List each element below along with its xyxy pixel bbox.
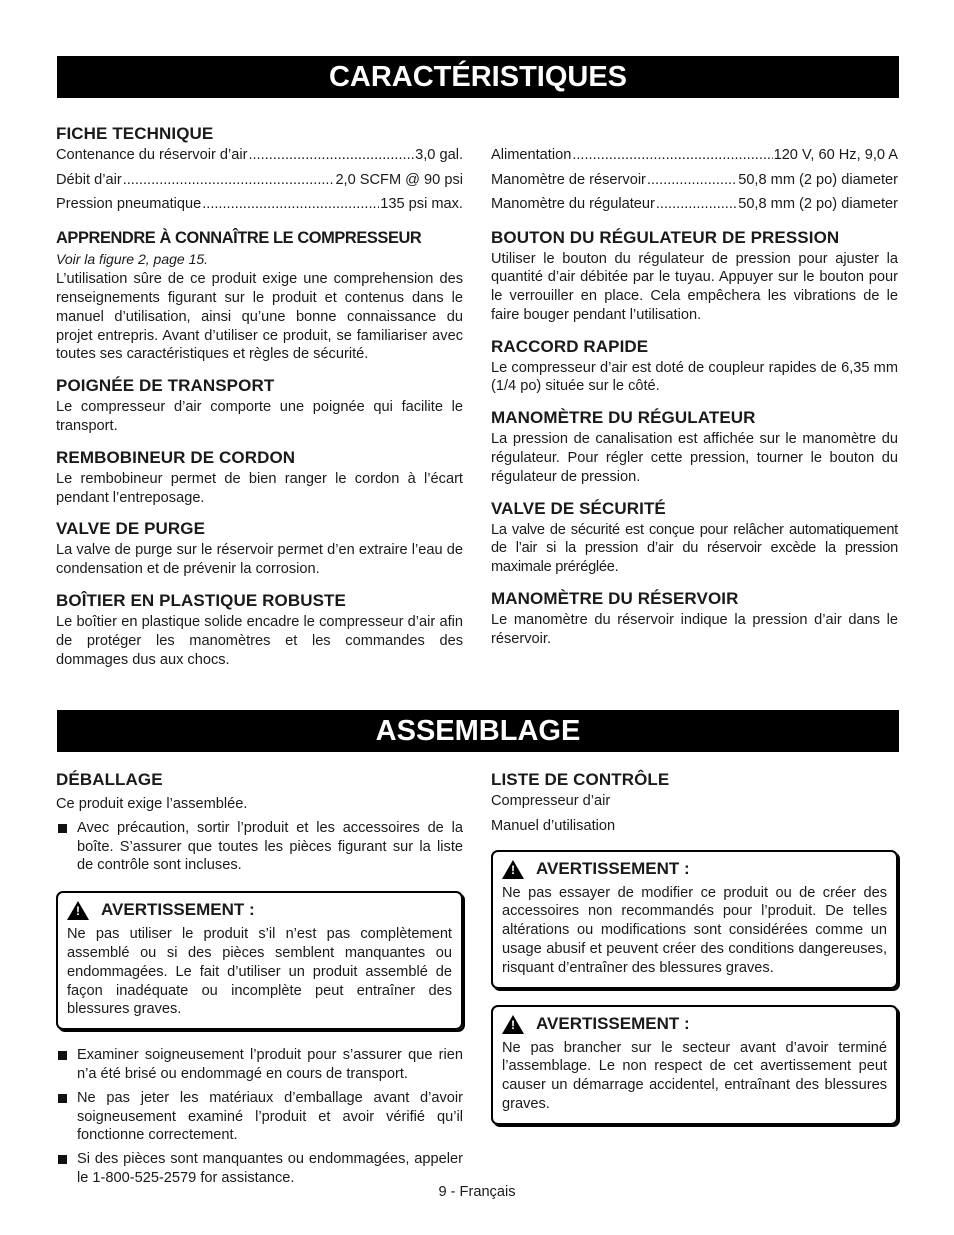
- poignee-heading: POIGNÉE DE TRANSPORT: [56, 376, 275, 396]
- warning-text: Ne pas essayer de modifier ce produit ou de créer des accessoires non recommandés pour l’produit. De telles altérations ou modifications sont considérées comme un usage abusif et peuvent créer des conditions dangereuses, risquant d’entraîner des blessures graves.: [502, 884, 887, 976]
- spec-row: [56, 195, 463, 220]
- list-item: Avec précaution, sortir l’produit et les accessoires de la boîte. S’assurer que toutes les pièces figurant sur la liste de contrôle sont incluses.: [56, 819, 463, 875]
- manometre-regulateur-section: [491, 408, 898, 486]
- bouton-section: [491, 228, 898, 325]
- spec-value: 3,0 gal.: [415, 147, 463, 163]
- spec-label: Pression pneumatique: [56, 196, 202, 212]
- spec-row: [491, 146, 898, 171]
- spec-label: Alimentation: [491, 147, 572, 163]
- boitier-heading: BOÎTIER EN PLASTIQUE ROBUSTE: [56, 591, 346, 611]
- spec-value: 135 psi max.: [380, 196, 463, 212]
- bouton-text: Utiliser le bouton du régulateur de pression pour ajuster la quantité d’air débitée par le tuyau. Appuyer sur le bouton pour le verrouiller en place. Cela empêchera les vibrations de le faire bouger pendant l’utilisation.: [491, 250, 898, 323]
- spec-label: Manomètre de réservoir: [491, 171, 646, 188]
- bouton-heading: BOUTON DU RÉGULATEUR DE PRESSION: [491, 227, 840, 247]
- warning-header: [67, 901, 452, 920]
- spec-value: 120 V, 60 Hz, 9,0 A: [773, 147, 898, 163]
- warning-box-deballage: [56, 891, 463, 1030]
- list-item: Ne pas jeter les matériaux d’emballage avant d’avoir soigneusement examiné l’produit et avoir vérifié qu’il fonctionne correctement.: [56, 1089, 463, 1145]
- warning-triangle-icon: !: [502, 860, 524, 879]
- manometre-reservoir-text: Le manomètre du réservoir indique la pression d’air dans le réservoir.: [491, 612, 898, 647]
- spec-label: Débit d’air: [56, 171, 122, 188]
- boitier-text: Le boîtier en plastique solide encadre le compresseur d’air afin de protéger les manomètres et les commandes des dommages dus aux chocs.: [56, 614, 463, 668]
- spec-label: Contenance du réservoir d’air: [56, 147, 248, 163]
- purge-heading: VALVE DE PURGE: [56, 519, 206, 539]
- raccord-heading: RACCORD RAPIDE: [491, 336, 649, 356]
- manometre-reservoir-section: [491, 589, 898, 649]
- liste-controle-heading: LISTE DE CONTRÔLE: [491, 770, 670, 789]
- left-column-specs: [56, 124, 463, 681]
- warning-text: Ne pas brancher sur le secteur avant d’avoir terminé l’assemblage. Le non respect de cet avertissement peut causer un démarrage accidentel, entraînant des blessures graves.: [502, 1039, 887, 1112]
- deballage-heading: DÉBALLAGE: [56, 770, 163, 789]
- spec-row: [56, 171, 463, 196]
- warning-title: AVERTISSEMENT :: [536, 858, 690, 878]
- liste-column: [491, 770, 898, 1125]
- spec-row: [491, 195, 898, 220]
- purge-section: [56, 519, 463, 579]
- warning-box-modification: [491, 850, 898, 989]
- warning-header: [502, 860, 887, 879]
- warning-triangle-icon: !: [502, 1015, 524, 1034]
- raccord-section: [491, 337, 898, 397]
- checklist-item: Compresseur d’air: [491, 793, 611, 809]
- purge-text: La valve de purge sur le réservoir permet d’en extraire l’eau de condensation et de prévenir la corrosion.: [56, 542, 463, 578]
- deballage-bullets-1: [56, 819, 463, 875]
- apprendre-heading: APPRENDRE À CONNAÎTRE LE COMPRESSEUR: [56, 228, 422, 247]
- warning-box-secteur: [491, 1005, 898, 1125]
- poignee-section: [56, 376, 463, 436]
- right-column-specs: [491, 146, 898, 661]
- list-item: Si des pièces sont manquantes ou endommagées, appeler le 1-800-525-2579 for assistance.: [56, 1150, 463, 1188]
- spec-value: 50,8 mm (2 po) diameter: [738, 171, 898, 188]
- spec-value: 50,8 mm (2 po) diameter: [738, 196, 898, 212]
- warning-title: AVERTISSEMENT :: [536, 1013, 690, 1033]
- checklist-item: Manuel d’utilisation: [491, 817, 616, 834]
- fiche-technique-heading: FICHE TECHNIQUE: [56, 124, 214, 143]
- warning-title: AVERTISSEMENT :: [101, 900, 255, 920]
- spec-row: [56, 146, 463, 171]
- deballage-intro: Ce produit exige l’assemblée.: [56, 796, 248, 812]
- deballage-bullets-2: [56, 1046, 463, 1188]
- manometre-regulateur-heading: MANOMÈTRE DU RÉGULATEUR: [491, 408, 756, 428]
- apprendre-section: [56, 228, 463, 365]
- spec-row: [491, 171, 898, 196]
- figure-reference: Voir la figure 2, page 15.: [56, 250, 209, 267]
- assemblage-title: ASSEMBLAGE: [57, 710, 899, 752]
- valve-securite-heading: VALVE DE SÉCURITÉ: [491, 498, 666, 518]
- manometre-reservoir-heading: MANOMÈTRE DU RÉSERVOIR: [491, 589, 739, 609]
- boitier-section: [56, 591, 463, 669]
- valve-securite-text: La valve de sécurité est conçue pour relâcher automatiquement de l’air si la pression d’air du réservoir excède la pression maximale préréglée.: [491, 521, 898, 576]
- manometre-regulateur-text: La pression de canalisation est affichée sur le manomètre du régulateur. Pour régler cette pression, tourner le bouton du régulateur de pression.: [491, 431, 898, 485]
- apprendre-text: L’utilisation sûre de ce produit exige une comprehension des renseignements figurant sur le produit et contenus dans le manuel d’utilisation, ainsi qu’une bonne connaissance du projet entrepris. Avant d’utiliser ce produit, se familiariser avec toutes ses caractéristiques et règles de sécurité.: [56, 271, 463, 363]
- spec-list-left: [56, 146, 463, 220]
- deballage-column: [56, 770, 463, 1193]
- raccord-text: Le compresseur d’air est doté de coupleur rapides de 6,35 mm (1/4 po) située sur le côté.: [491, 359, 898, 395]
- caracteristiques-title: CARACTÉRISTIQUES: [57, 56, 899, 98]
- rembobineur-text: Le rembobineur permet de bien ranger le cordon à l’écart pendant l’entreposage.: [56, 470, 463, 506]
- spec-list-right: [491, 146, 898, 220]
- spec-value: 2,0 SCFM @ 90 psi: [335, 171, 463, 188]
- spec-label: Manomètre du régulateur: [491, 196, 655, 212]
- warning-header: [502, 1015, 887, 1034]
- page-number: 9 - Français: [438, 1184, 516, 1200]
- list-item: Examiner soigneusement l’produit pour s’assurer que rien n’a été brisé ou endommagé en cours de transport.: [56, 1046, 463, 1084]
- valve-securite-section: [491, 499, 898, 577]
- poignee-text: Le compresseur d’air comporte une poignée qui facilite le transport.: [56, 399, 463, 435]
- rembobineur-heading: REMBOBINEUR DE CORDON: [56, 447, 296, 467]
- warning-text: Ne pas utiliser le produit s’il n’est pas complètement assemblé ou si des pièces semblent manquantes ou endommagées. Le fait d’utiliser un produit assemblé de façon inadéquate ou incomplète peut entraîner des blessures graves.: [67, 926, 452, 1018]
- rembobineur-section: [56, 448, 463, 508]
- warning-triangle-icon: !: [67, 901, 89, 920]
